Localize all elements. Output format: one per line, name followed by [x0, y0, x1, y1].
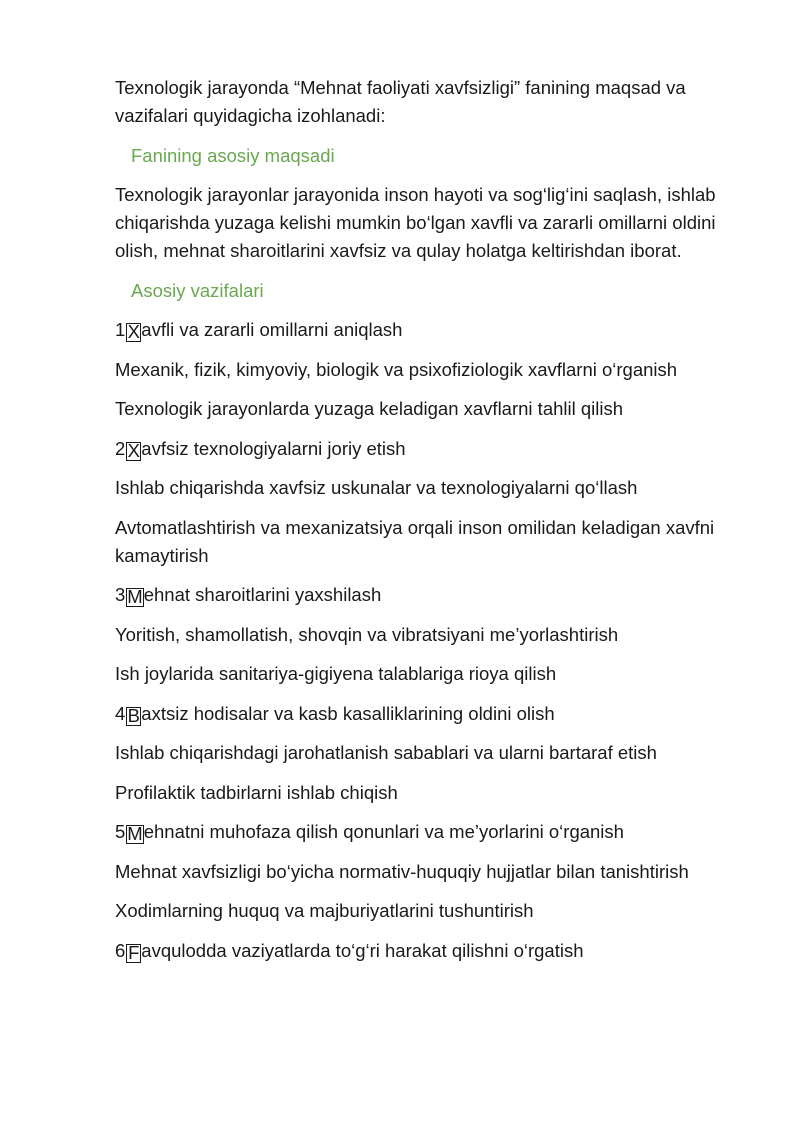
tasks-heading-text: Asosiy vazifalari	[131, 279, 264, 301]
goal-paragraph: Texnologik jarayonlar jarayonida inson hayoti va sog‘lig‘ini saqlash, ishlab chiqarishda yuzaga kelishi mumkin bo‘lgan xavfli va zararli omillarni oldini olish, mehnat sharoitlarini xavfsiz va qulay holatga keltirishdan iborat.	[115, 184, 716, 261]
boxed-initial: X	[127, 439, 140, 461]
task-heading-5	[115, 818, 755, 846]
task-title: avqulodda vaziyatlarda to‘g‘ri harakat qilishni o‘rgatish	[141, 939, 584, 961]
task-item: Ishlab chiqarishdagi jarohatlanish sabablari va ularni bartaraf etish	[115, 742, 657, 763]
boxed-initial: M	[127, 823, 143, 844]
task-heading-4	[115, 700, 755, 728]
task-number: 3	[115, 584, 126, 605]
task-title: ehnat sharoitlarini yaxshilash	[143, 584, 382, 605]
boxed-initial: B	[127, 704, 140, 726]
task-item: Ishlab chiqarishda xavfsiz uskunalar va texnologiyalarni qo‘llash	[115, 477, 638, 498]
boxed-initial: F	[128, 941, 140, 963]
task-title: avfsiz texnologiyalarni joriy etish	[141, 437, 406, 459]
task-item: Ish joylarida sanitariya-gigiyena talablariga rioya qilish	[115, 663, 557, 684]
task-item: Profilaktik tadbirlarni ishlab chiqish	[115, 781, 398, 803]
goal-heading-text: Fanining asosiy maqsadi	[131, 144, 335, 166]
task-title: axtsiz hodisalar va kasb kasalliklarining oldini olish	[141, 702, 555, 724]
task-heading-2	[115, 435, 755, 463]
task-number: 1	[115, 319, 126, 340]
task-item: Avtomatlashtirish va mexanizatsiya orqali inson omilidan keladigan xavfni kamaytirish	[115, 516, 715, 566]
task-number: 4	[115, 702, 126, 724]
task-number: 2	[115, 437, 126, 459]
tasks-heading	[115, 277, 755, 305]
task-item: Yoritish, shamollatish, shovqin va vibratsiyani me’yorlashtirish	[115, 623, 619, 645]
task-heading-3	[115, 581, 755, 609]
task-item: Mexanik, fizik, kimyoviy, biologik va psixofiziologik xavflarni o‘rganish	[115, 358, 678, 380]
intro-paragraph: Texnologik jarayonda “Mehnat faoliyati xavfsizligi” fanining maqsad va vazifalari quyidagicha izohlanadi:	[115, 77, 686, 126]
boxed-initial: X	[127, 321, 140, 342]
task-number: 6	[115, 939, 126, 961]
boxed-initial: M	[127, 586, 143, 607]
task-item: Mehnat xavfsizligi bo‘yicha normativ-huquqiy hujjatlar bilan tanishtirish	[115, 860, 689, 882]
task-heading-6	[115, 937, 755, 965]
task-title: avfli va zararli omillarni aniqlash	[141, 319, 403, 340]
task-item: Xodimlarning huquq va majburiyatlarini tushuntirish	[115, 900, 534, 921]
task-number: 5	[115, 821, 126, 842]
task-item: Texnologik jarayonlarda yuzaga keladigan xavflarni tahlil qilish	[115, 398, 624, 419]
document-page	[115, 74, 755, 976]
task-title: ehnatni muhofaza qilish qonunlari va me’yorlarini o‘rganish	[143, 821, 624, 842]
goal-heading	[115, 142, 755, 170]
task-heading-1	[115, 316, 755, 344]
